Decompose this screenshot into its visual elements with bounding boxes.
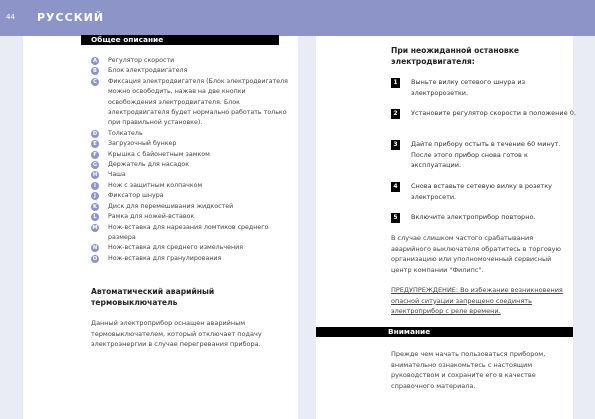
- step-item: [391, 108, 576, 119]
- item-text: Нож с защитным колпачком: [108, 181, 203, 189]
- item-letter-badge: A: [92, 58, 97, 64]
- section-title-attention: Внимание: [316, 327, 573, 337]
- parts-list: [91, 56, 291, 264]
- warning-paragraph: ПРЕДУПРЕЖДЕНИЕ: Во избежание возникновения опасной ситуации запрещено соединять электроприбор с реле времени.: [391, 286, 563, 315]
- item-text: Регулятор скорости: [108, 57, 175, 64]
- item-letter-badge: C: [91, 78, 99, 86]
- list-item: [91, 160, 291, 170]
- list-item: [91, 77, 291, 129]
- list-item: [91, 56, 291, 66]
- list-item: [91, 191, 291, 201]
- item-text: Чаша: [108, 171, 126, 179]
- motor-stop-heading: При неожиданной остановке электродвигателя:: [391, 46, 519, 66]
- item-text: Крышка с байонетным замком: [108, 150, 210, 158]
- thermal-cutout-paragraph: Данный электроприбор оснащен аварийным термовыключателем, который отключает подачу электроэнергии в случае перегревания прибора.: [91, 319, 262, 348]
- step-number: 5: [391, 213, 400, 223]
- list-item: [91, 129, 291, 139]
- thermal-cutout-heading: Автоматический аварийный термовыключатель: [91, 287, 215, 307]
- page-number: 44: [6, 13, 15, 21]
- item-letter-badge: K: [92, 203, 98, 210]
- item-letter-badge: D: [92, 130, 98, 137]
- item-text: Нож-вставка для нарезания ломтиков среднего размера: [108, 223, 269, 241]
- language-heading: РУССКИЙ: [37, 11, 105, 24]
- item-letter-badge: E: [91, 140, 99, 148]
- item-text: Фиксация электродвигателя (Блок электродвигателя можно освободить, нажав на две кнопки освобождения электродвигателя. Блок электродвигателя будет нормально работать только при правильной установке).: [108, 77, 288, 127]
- step-item: [391, 77, 576, 98]
- step-item: [391, 181, 576, 202]
- step-number: 3: [391, 140, 400, 150]
- item-letter-badge: J: [91, 192, 99, 200]
- item-letter-badge: N: [92, 245, 98, 252]
- step-number: 4: [391, 182, 400, 192]
- list-item: [91, 223, 291, 244]
- item-text: Блок электродвигателя: [108, 67, 188, 75]
- step-text: Установите регулятор скорости в положение 0.: [411, 109, 576, 117]
- item-letter-badge: G: [92, 162, 98, 169]
- right-margin-band: [573, 36, 595, 419]
- header-bar: [0, 0, 595, 36]
- step-item: [391, 139, 576, 171]
- list-item: [91, 243, 291, 253]
- item-text: Толкатель: [108, 129, 143, 137]
- item-letter-badge: L: [91, 213, 99, 221]
- item-letter-badge: M: [92, 224, 98, 231]
- item-text: Держатель для насадок: [108, 161, 190, 169]
- attention-paragraph: Прежде чем начать пользоваться прибором, внимательно ознакомьтесь с настоящим руководством и сохраните его в качестве справочного материала.: [391, 350, 546, 390]
- list-item: [91, 150, 291, 160]
- step-text: Снова вставьте сетевую вилку в розетку электросети.: [411, 182, 552, 201]
- item-text: Нож-вставка для среднего измельчения: [108, 244, 244, 252]
- list-item: [91, 170, 291, 180]
- item-letter-badge: O: [92, 255, 98, 262]
- item-text: Загрузочный бункер: [108, 140, 177, 148]
- item-text: Фиксатор шнура: [108, 192, 164, 200]
- left-margin-band: [0, 36, 23, 419]
- center-gutter-band: [298, 36, 316, 419]
- step-text: Дайте прибору остыть в течение 60 минут. После этого прибор снова готов к эксплуатации.: [411, 140, 561, 169]
- item-text: Рамка для ножей-вставок: [108, 213, 195, 221]
- step-number: 2: [391, 109, 400, 119]
- item-text: Нож-вставка для гранулирования: [108, 254, 222, 262]
- step-item: [391, 212, 576, 223]
- section-title-general-description: Общее описание: [81, 35, 279, 45]
- item-letter-badge: H: [92, 172, 98, 179]
- item-letter-badge: B: [91, 67, 99, 75]
- step-text: Выньте вилку сетевого шнура из электророзетки.: [411, 78, 526, 97]
- step-text: Включите электроприбор повторно.: [411, 213, 536, 221]
- frequent-trip-paragraph: В случае слишком частого срабатывания аварийного выключателя обратитесь в торговую организацию или уполномоченный сервисный центр компании "Филипс".: [391, 234, 561, 274]
- item-letter-badge: I: [91, 182, 99, 190]
- list-item: [91, 254, 291, 264]
- list-item: [91, 202, 291, 212]
- list-item: [91, 139, 291, 149]
- item-text: Диск для перемешивания жидкостей: [108, 202, 234, 210]
- list-item: [91, 181, 291, 191]
- item-letter-badge: F: [91, 151, 99, 159]
- list-item: [91, 66, 291, 76]
- list-item: [91, 212, 291, 222]
- step-number: 1: [391, 78, 400, 88]
